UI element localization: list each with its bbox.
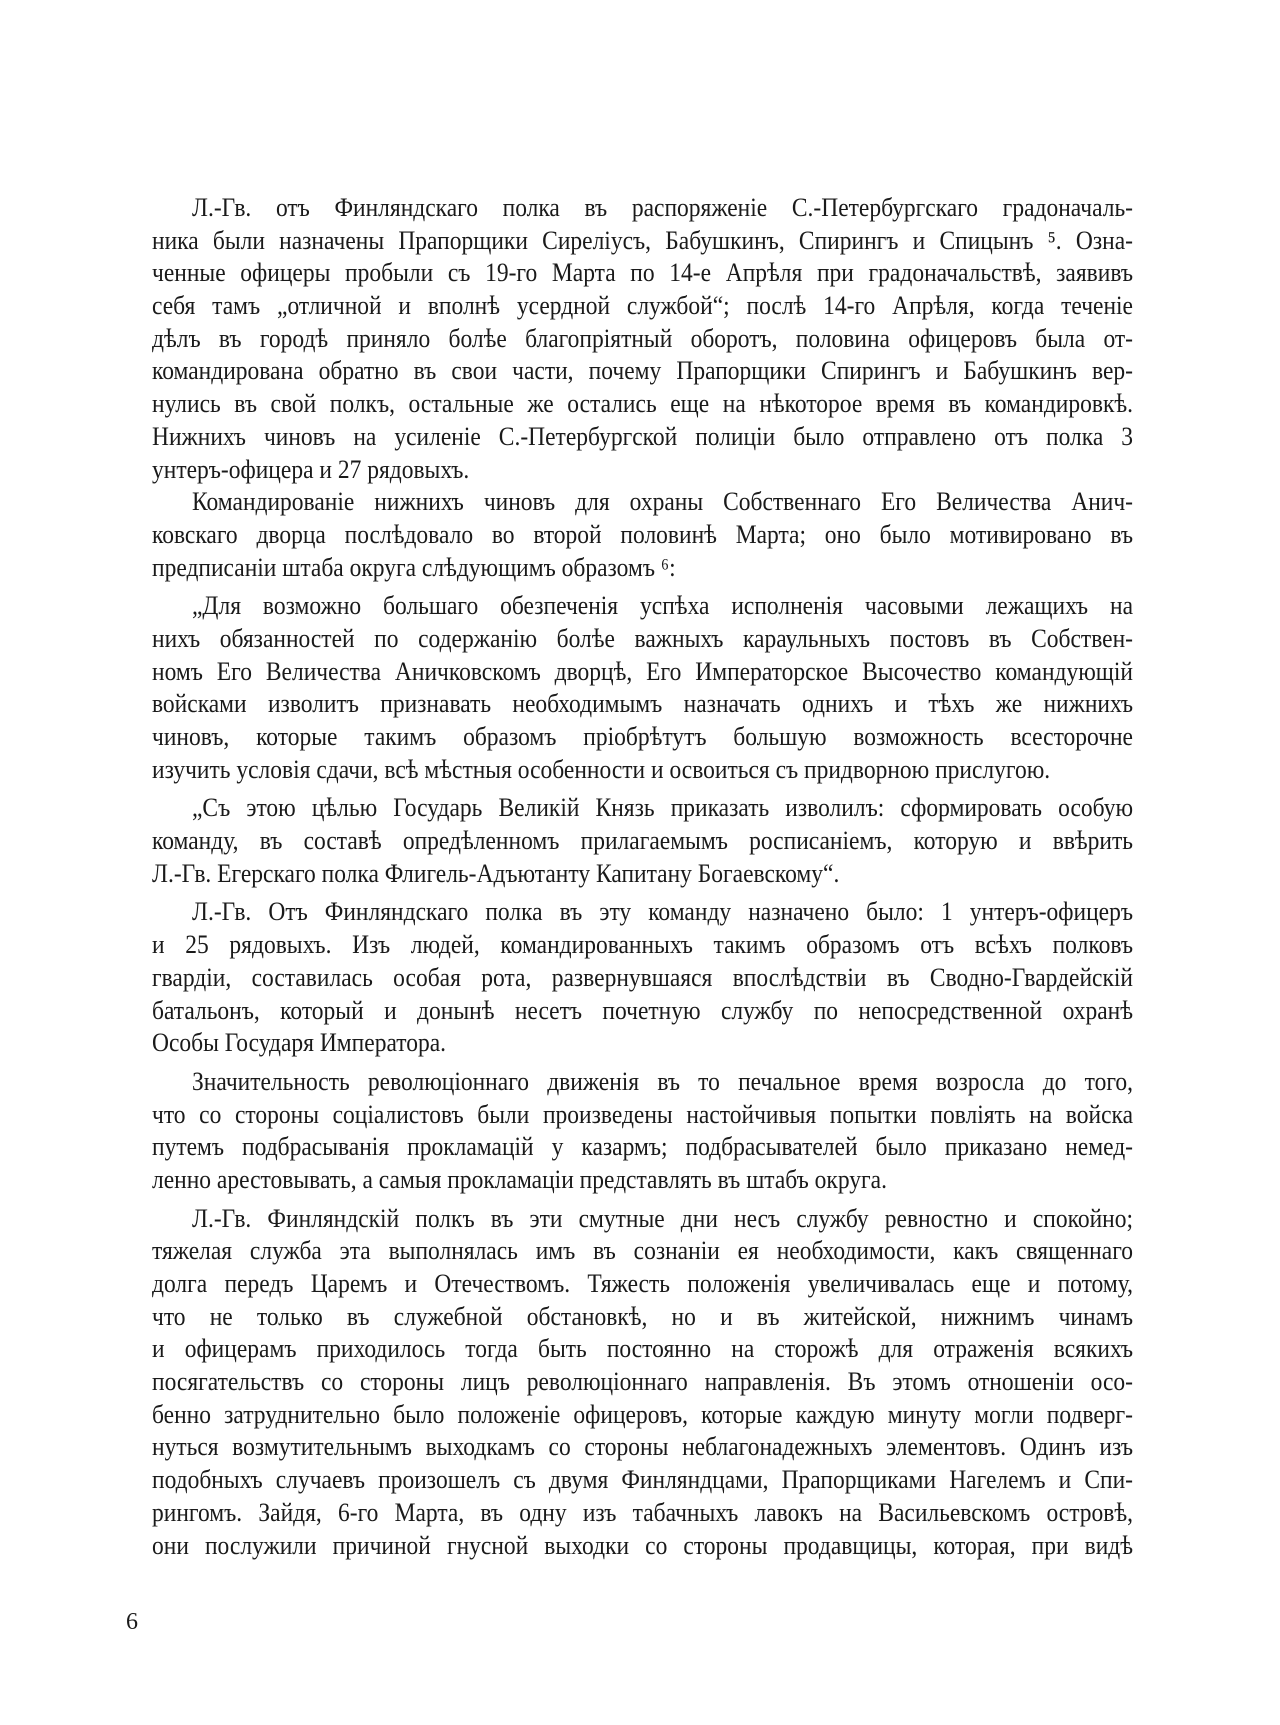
text-line: войсками изволитъ признавать необходимымъ назначать однихъ и тѣхъ же нижнихъ bbox=[152, 689, 1133, 719]
text-line: рингомъ. Зайдя, 6-го Марта, въ одну изъ табачныхъ лавокъ на Васильевскомъ островѣ, bbox=[152, 1498, 1133, 1528]
text-line: и офицерамъ приходилось тогда быть постоянно на сторожѣ для отраженія всякихъ bbox=[152, 1334, 1133, 1364]
text-line: „Съ этою цѣлью Государь Великій Князь приказать изволилъ: сформировать особую bbox=[192, 793, 1133, 823]
text-line: Л.-Гв. Егерскаго полка Флигель-Адъютанту Капитану Богаевскому“. bbox=[152, 859, 840, 889]
text-line: ленно арестовывать, а самыя прокламаціи представлять въ штабъ округа. bbox=[152, 1165, 887, 1195]
text-line: подобныхъ случаевъ произошелъ съ двумя Финляндцами, Прапорщиками Нагелемъ и Спи- bbox=[152, 1465, 1133, 1495]
text-line: предписаніи штаба округа слѣдующимъ образомъ ⁶: bbox=[152, 552, 676, 583]
text-line: долга передъ Царемъ и Отечествомъ. Тяжесть положенія увеличивалась еще и потому, bbox=[152, 1269, 1133, 1299]
text-line: чиновъ, которые такимъ образомъ пріобрѣтутъ большую возможность всесторочне bbox=[152, 722, 1133, 752]
text-line: они послужили причиной гнусной выходки со стороны продавщицы, которая, при видѣ bbox=[152, 1530, 1133, 1561]
text-line: Л.-Гв. Отъ Финляндскаго полка въ эту команду назначено было: 1 унтеръ-офицеръ bbox=[192, 897, 1133, 927]
text-line: нуться возмутительнымъ выходкамъ со стороны неблагонадежныхъ элементовъ. Одинъ изъ bbox=[152, 1432, 1133, 1462]
text-line: тяжелая служба эта выполнялась имъ въ сознаніи ея необходимости, какъ священнаго bbox=[152, 1236, 1133, 1266]
text-line: изучить условія сдачи, всѣ мѣстныя особенности и освоиться съ придворною прислугою. bbox=[152, 755, 1051, 785]
text-line: нихъ обязанностей по содержанію болѣе важныхъ караульныхъ постовъ въ Собствен- bbox=[152, 624, 1133, 654]
text-line: номъ Его Величества Аничковскомъ дворцѣ, Его Императорское Высочество командующій bbox=[152, 657, 1133, 687]
text-line: Л.-Гв. Финляндскій полкъ въ эти смутные дни несъ службу ревностно и спокойно; bbox=[192, 1204, 1133, 1234]
paragraph bbox=[152, 896, 1133, 1059]
paragraph bbox=[152, 486, 1133, 584]
text-line: нулись въ свой полкъ, остальные же остались еще на нѣкоторое время въ командировкѣ. bbox=[152, 389, 1133, 419]
paragraph bbox=[152, 792, 1133, 890]
text-line: гвардіи, составилась особая рота, развернувшаяся впослѣдствіи въ Сводно-Гвардейскій bbox=[152, 963, 1133, 993]
text-line: бенно затруднительно было положеніе офицеровъ, которые каждую минуту могли подверг- bbox=[152, 1400, 1133, 1430]
text-line: Командированіе нижнихъ чиновъ для охраны Собственнаго Его Величества Анич- bbox=[192, 487, 1133, 517]
text-line: унтеръ-офицера и 27 рядовыхъ. bbox=[152, 454, 470, 485]
text-line: дѣлъ въ городѣ приняло болѣе благопріятный оборотъ, половина офицеровъ была от- bbox=[152, 324, 1133, 354]
text-line: себя тамъ „отличной и вполнѣ усердной службой“; послѣ 14-го Апрѣля, когда теченіе bbox=[152, 291, 1133, 321]
text-line: командирована обратно въ свои части, почему Прапорщики Спирингъ и Бабушкинъ вер- bbox=[152, 356, 1133, 386]
text-line: батальонъ, который и донынѣ несетъ почетную службу по непосредственной охранѣ bbox=[152, 995, 1133, 1026]
text-line: что не только въ служебной обстановкѣ, но и въ житейской, нижнимъ чинамъ bbox=[152, 1302, 1133, 1332]
text-line: путемъ подбрасыванія прокламацій у казармъ; подбрасывателей было приказано немед- bbox=[152, 1132, 1133, 1162]
text-line: ника были назначены Прапорщики Сиреліусъ, Бабушкинъ, Спирингъ и Спицынъ ⁵. Озна- bbox=[152, 226, 1133, 256]
paragraph bbox=[152, 1066, 1133, 1197]
text-line: и 25 рядовыхъ. Изъ людей, командированныхъ такимъ образомъ отъ всѣхъ полковъ bbox=[152, 930, 1133, 960]
text-line: „Для возможно большаго обезпеченія успѣха исполненія часовыми лежащихъ на bbox=[192, 591, 1133, 621]
text-line: посягательствъ со стороны лицъ революціоннаго направленія. Въ этомъ отношеніи осо- bbox=[152, 1367, 1133, 1397]
body-text bbox=[152, 192, 1133, 1562]
text-line: Значительность революціоннаго движенія въ то печальное время возросла до того, bbox=[192, 1067, 1133, 1097]
paragraph bbox=[152, 590, 1133, 786]
text-line: Особы Государя Императора. bbox=[152, 1028, 447, 1058]
text-line: Нижнихъ чиновъ на усиленіе С.-Петербургской полиціи было отправлено отъ полка 3 bbox=[152, 422, 1133, 452]
page-number: 6 bbox=[126, 1609, 138, 1635]
text-line: команду, въ составѣ опредѣленномъ прилагаемымъ росписаніемъ, которую и ввѣрить bbox=[152, 826, 1133, 856]
text-line: ченные офицеры пробыли съ 19-го Марта по 14-е Апрѣля при градоначальствѣ, заявивъ bbox=[152, 258, 1133, 288]
text-line: Л.-Гв. отъ Финляндскаго полка въ распоряженіе С.-Петербургскаго градоначаль- bbox=[192, 193, 1133, 223]
text-line: ковскаго дворца послѣдовало во второй половинѣ Марта; оно было мотивировано въ bbox=[152, 520, 1133, 550]
text-line: что со стороны соціалистовъ были произведены настойчивыя попытки повліять на войска bbox=[152, 1099, 1133, 1130]
paragraph bbox=[152, 1203, 1133, 1563]
paragraph bbox=[152, 192, 1133, 486]
